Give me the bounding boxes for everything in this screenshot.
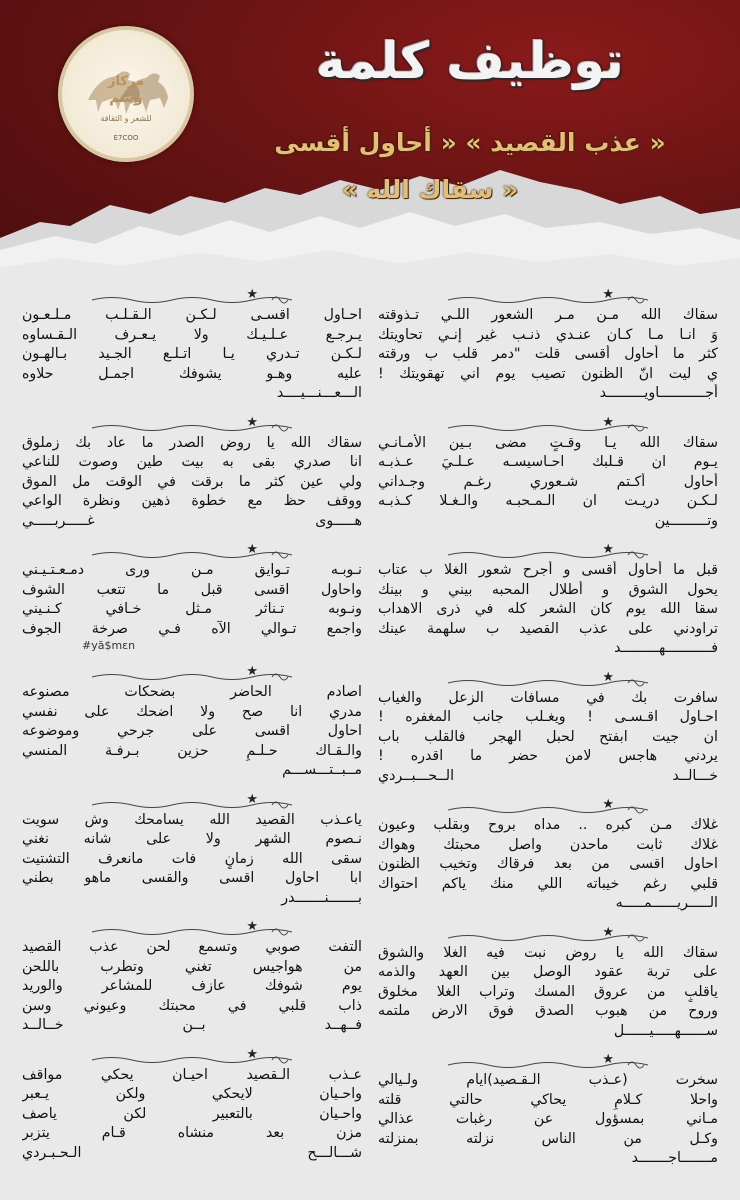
poem-line: سافرت بك في مسافات الزعل والغياب	[378, 689, 718, 706]
poem-block	[22, 811, 362, 909]
star-icon: ★	[246, 664, 258, 679]
section-divider-ornament	[378, 1052, 718, 1071]
section-divider-ornament	[22, 919, 362, 938]
poem-line: عـذب الـقصيد احيـان يحكي مواقف	[22, 1066, 362, 1083]
poet-signature: مــبــتـــســـم	[282, 762, 362, 778]
poet-signature: خـــالــد الــحـــبــردي	[378, 767, 718, 784]
poem-line: قبل ما أحاول أقسى و أجرح شعور الغلا ب عتاب	[378, 562, 718, 578]
poem-line: اصادم الحاضر بضحكات مصنوعه	[22, 684, 362, 700]
section-divider-ornament	[378, 414, 718, 434]
poem-line: غلاك ثابت ماحدن واصل محبتك وهواك	[378, 836, 718, 853]
poem-line: ابا احاول اقسى والقسى ماهو بطني	[22, 870, 362, 886]
poem-line: عليه وهـو يشوفك اجمـل حلاوه	[22, 365, 362, 382]
logo-text-code: E7COO	[113, 134, 139, 142]
poem-line: مدري انا صح ولا اضحك على نفسي	[22, 703, 362, 720]
poem-line: واحـيان لايحكي ولكن يـعبر	[22, 1086, 362, 1102]
poem-block	[378, 1071, 718, 1169]
star-icon: ★	[602, 542, 614, 557]
poem-line: لـكـن دريـت ان الـمـحبـه والـغـلا كـذبـه	[378, 493, 718, 509]
poem-line: يـرجـع عـلـيـك ولا يـعـرف الـقـساوه	[22, 326, 362, 343]
poem-line: التفت صوبي وتسمع لحن عذب القصيد	[22, 939, 362, 955]
right-poem-column	[378, 287, 718, 1185]
section-divider-ornament	[378, 797, 718, 816]
page-title: توظيف كلمة	[316, 32, 624, 90]
star-icon: ★	[602, 797, 614, 812]
poet-signature: ســــــهـــــيــــــل	[613, 1022, 718, 1039]
poem-block	[22, 683, 362, 781]
poem-line: واحاول اقسى قبل ما تتعب الشوف	[22, 581, 362, 598]
poem-block	[22, 561, 362, 653]
poem-line: يردني هاجس لامن حضر ما اقدره !	[378, 748, 718, 764]
section-divider-ornament	[378, 924, 718, 944]
poet-signature: هـــــوى غـــــربـــــي	[22, 512, 362, 529]
star-icon: ★	[246, 1046, 258, 1062]
poem-line: يوم شوفك عازف للمشاعر والوريد	[22, 978, 362, 994]
poem-line: سقاك الله يـا وقـتٍ مضى بـين الأمـانـي	[378, 434, 718, 451]
poem-line: ي ليت انّ الظنون تصيب يوم اني تهقويتك !	[378, 365, 718, 382]
poem-line: احـاول اقسـى لـكـن الـقـلـب مـلـعـون	[22, 307, 362, 323]
section-divider-ornament	[22, 287, 362, 306]
poem-line: سقاك الله يا روض الصدر ما عاد بك زملوق	[22, 434, 362, 451]
star-icon: ★	[602, 1052, 614, 1067]
poem-line: احـاول اقـسـى ! ويغـلب جانب المغفره !	[378, 709, 718, 725]
poem-line: واجمع تـوالي الآه فـي صرخة الجوف	[22, 620, 362, 637]
poem-line: ووقف حظ مع خطوة ذهين ونظرة الواعي	[22, 493, 362, 509]
star-icon: ★	[602, 414, 614, 430]
section-divider-ornament	[22, 1046, 362, 1066]
star-icon: ★	[246, 542, 258, 557]
poem-line: تراودني على عذب القصيد ب سلهمة عينك	[378, 620, 718, 637]
star-icon: ★	[602, 287, 614, 302]
poem-line: سخرت (عـذب الـقـصيد)ايام ولـيالي	[378, 1072, 718, 1088]
section-divider-ornament	[378, 542, 718, 561]
section-divider-ornament	[22, 414, 362, 434]
poet-signature: الـــــريــــــمـــــه	[615, 895, 718, 911]
poem-line: ان جيت ابفتح لحبل الهجر فالقلب باب	[378, 728, 718, 745]
poem-line: سقا الله يوم كان الشعر كله في ذرى الاهداب	[378, 601, 718, 617]
logo-text-markaz: مركاز	[107, 74, 145, 89]
poem-line: ذاب قلبي في محبتك وعيوني وسن	[22, 997, 362, 1014]
poem-line: يحول الشوق و أطلال المحبه بيني و بينك	[378, 581, 718, 598]
poem-block	[378, 689, 718, 787]
star-icon: ★	[602, 924, 614, 940]
logo-text-tagline: للشعر و الثقافة	[100, 114, 152, 123]
poem-block	[378, 434, 718, 532]
section-divider-ornament	[22, 542, 362, 561]
star-icon: ★	[246, 287, 258, 302]
poet-signature: وتـــــــــين	[654, 512, 718, 529]
poem-line: احاول اقسى على جرحي وموضوعه	[22, 723, 362, 739]
poet-signature: بـــــــنـــــــدر	[281, 889, 362, 906]
poem-line: وَ انـا مـا كـان عنـدي ذنـب غير إنـي تحاويتك	[378, 326, 718, 343]
poem-block	[22, 938, 362, 1036]
poem-line: نـوبـه تـوايق مـن ورى دمـعـتـيـني	[22, 562, 362, 578]
poem-line: كثر ما أحاول أقسى قلت "دمر قلب ب ورقته	[378, 346, 718, 362]
poem-block	[378, 561, 718, 659]
poet-signature: فــهــد بــن خــالــد	[22, 1017, 362, 1033]
poem-line: قلبي رغم خيباته اللي منك ياكم احتواك	[378, 875, 718, 892]
section-divider-ornament	[22, 791, 362, 811]
star-icon: ★	[246, 414, 258, 430]
poem-line: مـاني بمسؤول عن رغبات عذالي	[378, 1111, 718, 1127]
poem-line: ولي عين كثر ما برقت في الوقت مل الموق	[22, 473, 362, 490]
poem-line: أحاول أكـتم شـعوري رغـم وجـداني	[378, 473, 718, 490]
section-divider-ornament	[378, 287, 718, 306]
poem-line: من هواجيس تغني وتطرب باللحن	[22, 958, 362, 975]
poem-line: انا صدري بقى به بيت طين وصوت للناعي	[22, 454, 362, 470]
poem-line: واحلا كـلامٍ يحاكي حالتي قلته	[378, 1091, 718, 1108]
left-poem-column	[22, 287, 362, 1179]
poem-line: احاول اقسى من بعد فرقاك وتخيب الظنون	[378, 856, 718, 872]
section-divider-ornament	[22, 664, 362, 683]
poem-line: سقى الله زمانٍ فات مانعرف التشتيت	[22, 850, 362, 867]
poem-block	[378, 944, 718, 1042]
poet-signature: أجـــــــــــاويـــــــــد	[599, 385, 718, 401]
header-banner	[0, 0, 740, 290]
logo-badge	[58, 26, 194, 162]
poem-line: سقاك الله يا روض نبت فيه الغلا والشوق	[378, 944, 718, 961]
poem-line: وروح من هبوب الصدق فوق الارض ملتمه	[378, 1003, 718, 1019]
poet-signature: شـــالـــح الـحـبـردي	[22, 1144, 362, 1161]
hashtag-label: #yā$mɛn	[82, 639, 136, 652]
poem-block	[22, 306, 362, 404]
star-icon: ★	[602, 669, 614, 685]
poet-signature: فـــــــــــهـــــــــد	[614, 640, 718, 656]
poem-line: ياعـذب القصيد الله يسامحك وش سويت	[22, 811, 362, 828]
star-icon: ★	[246, 791, 258, 807]
poem-block	[378, 816, 718, 914]
poem-line: غلاك مـن كبره .. مداه بروح وبقلب وعيون	[378, 817, 718, 833]
poem-line: ونـوبه تـناثر مـثل خـافي كـنـيني	[22, 601, 362, 617]
poem-line: والـقـاك حـلـمٍ حزين بـرفـة المنسي	[22, 742, 362, 759]
poem-block	[378, 306, 718, 404]
poem-line: يـوم ان قـلبك احـاسيسـه عـلـيَ عـذبـه	[378, 454, 718, 470]
poem-line: مزن بعد منشاه قـام يتزبر	[22, 1125, 362, 1141]
poem-line: لـكـن تـدري يـا اتـلـع الجـيد بـالهـون	[22, 346, 362, 362]
poem-line: واحـيان بالتعبير لكن ياصف	[22, 1105, 362, 1122]
section-divider-ornament	[378, 669, 718, 689]
poem-line: ياقلبٍ من عروق المسك وتراب الغلا مخلوق	[378, 983, 718, 1000]
poem-line: سقاك الله مـن مـر الشعور اللـي تـذوقته	[378, 307, 718, 323]
poem-block	[22, 1066, 362, 1164]
poem-block	[22, 434, 362, 532]
poet-signature: مـــــــاجـــــــد	[631, 1150, 718, 1166]
star-icon: ★	[246, 919, 258, 934]
poem-line: نـصوم الشهر ولا على شانه نغني	[22, 831, 362, 847]
poem-line: على تربة عقود الوصل بين العهد والذمه	[378, 964, 718, 980]
poet-signature: الـــعـــنـــيــــد	[276, 385, 362, 401]
logo-text-wasm: وسم	[109, 90, 143, 106]
subtitle-line-2: « سقاك الله »	[341, 175, 519, 204]
subtitle-line-1: « عذب القصيد » « أحاول أقسى	[274, 128, 666, 157]
poem-line: وكـل من الناس نزلته بمنزلته	[378, 1130, 718, 1147]
